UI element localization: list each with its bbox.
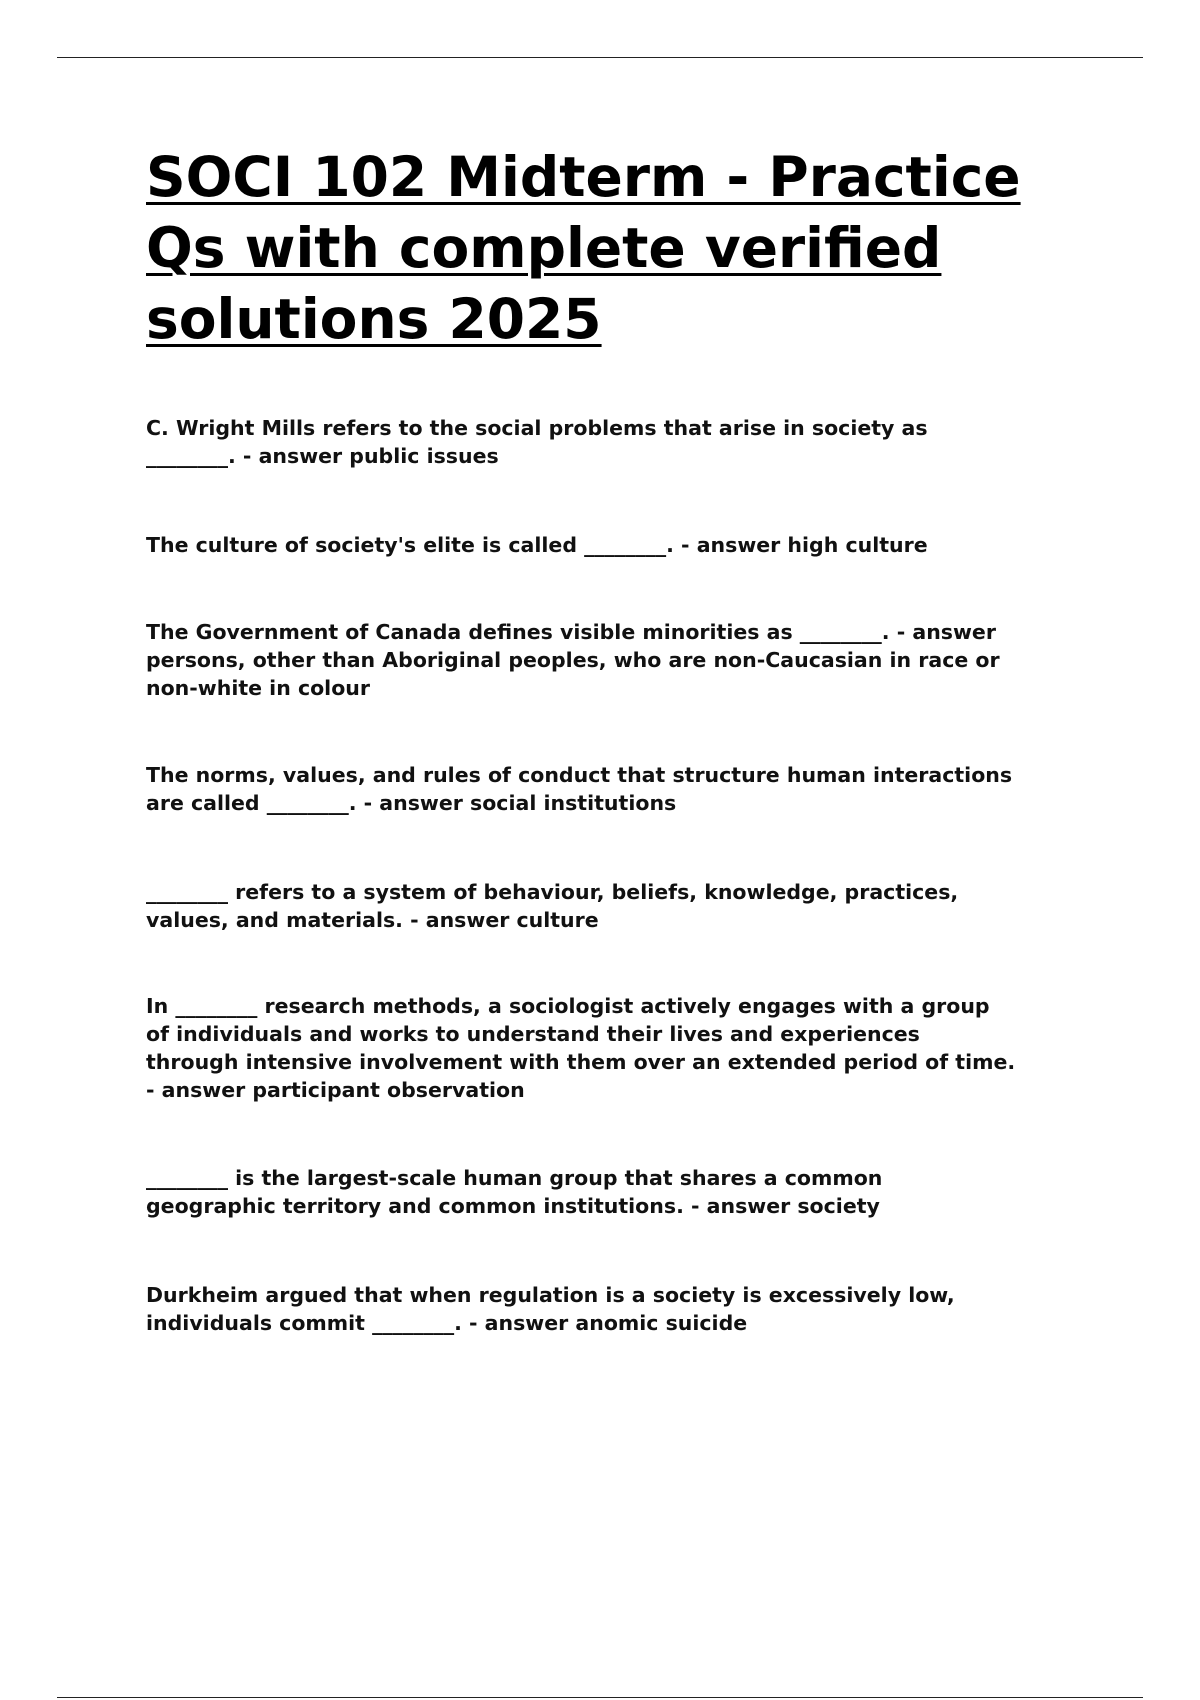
question-list — [146, 414, 1106, 1337]
question-item: Durkheim argued that when regulation is a society is excessively low, individuals commit ________. - answer anomic suicide — [146, 1283, 955, 1335]
document-title: SOCI 102 Midterm - Practice Qs with complete verified solutions 2025 — [146, 145, 1021, 351]
header-rule — [57, 57, 1143, 58]
footer-rule — [57, 1697, 1143, 1698]
question-item: ________ is the largest-scale human group that shares a common geographic territory and common institutions. - answer society — [146, 1166, 883, 1218]
question-item: The Government of Canada defines visible minorities as ________. - answer persons, other than Aboriginal peoples, who are non-Caucasian in race or non-white in colour — [146, 620, 1000, 700]
question-item: The culture of society's elite is called ________. - answer high culture — [146, 533, 928, 557]
question-item: The norms, values, and rules of conduct that structure human interactions are called ________. - answer social institutions — [146, 763, 1013, 815]
document-body — [146, 142, 1106, 1337]
question-item: ________ refers to a system of behaviour, beliefs, knowledge, practices, values, and materials. - answer culture — [146, 880, 959, 932]
question-item: In ________ research methods, a sociologist actively engages with a group of individuals and works to understand their lives and experiences through intensive involvement with them over an extended period of time. - answer participant observation — [146, 994, 1016, 1102]
question-item: C. Wright Mills refers to the social problems that arise in society as ________. - answer public issues — [146, 416, 928, 468]
